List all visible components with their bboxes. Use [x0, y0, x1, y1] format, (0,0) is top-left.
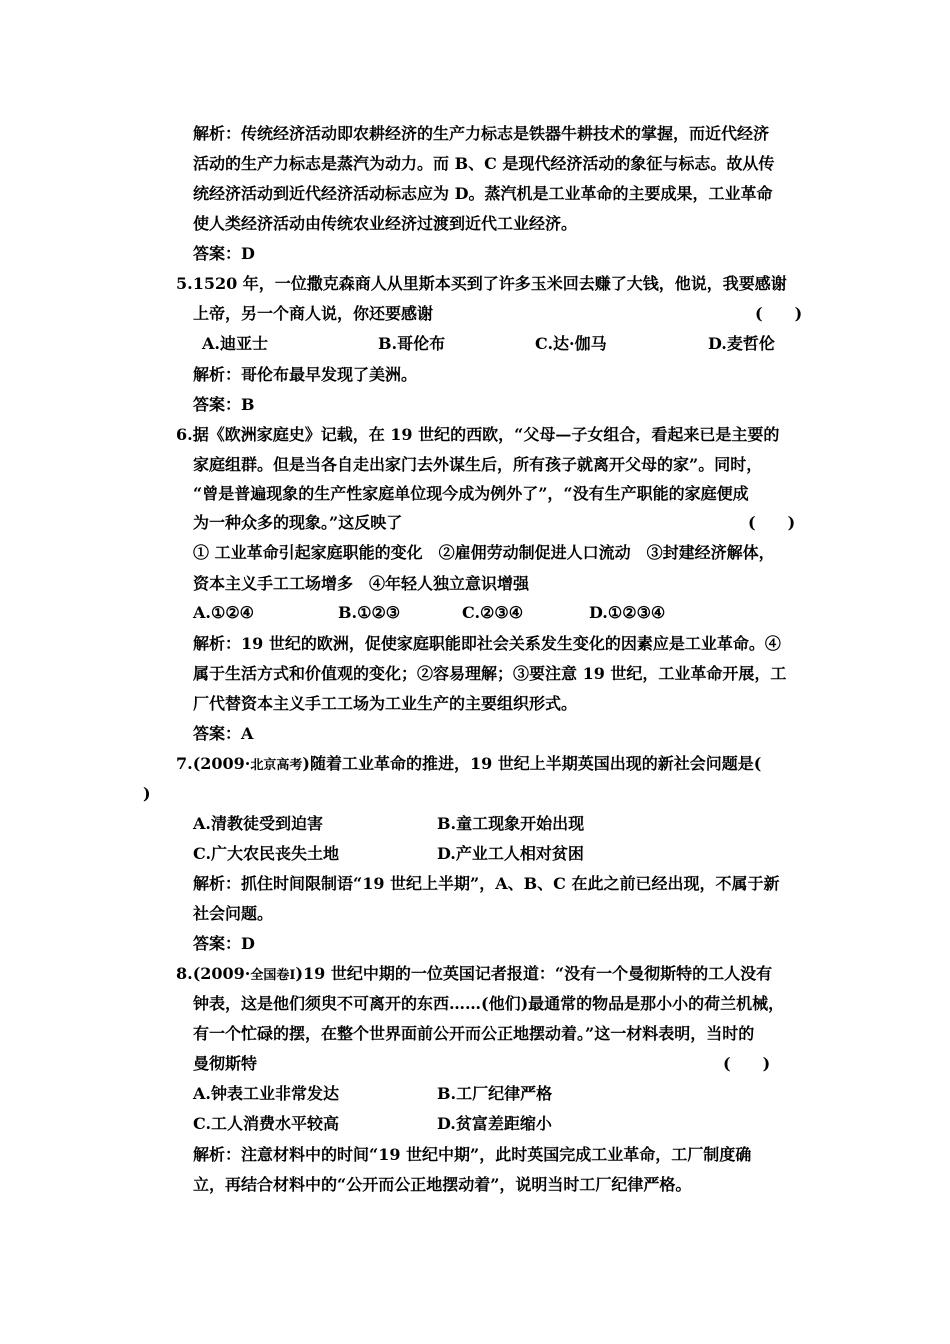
q5-option-d: D.麦哲伦	[708, 334, 775, 353]
q7-stem-close: )	[143, 784, 151, 803]
q7-source: 北京高考	[250, 758, 303, 773]
q6-option-c: C.②③④	[462, 603, 524, 622]
q6-answer: 答案：A	[193, 724, 254, 743]
q4-analysis-line-4: 使人类经济活动由传统农业经济过渡到近代工业经济。	[193, 214, 578, 233]
q5-stem-line-2: 上帝，另一个商人说，你还要感谢	[193, 304, 434, 323]
q7-option-d: D.产业工人相对贫困	[437, 844, 584, 863]
q6-analysis-line-1: 解析：19 世纪的欧洲，促使家庭职能即社会关系发生变化的因素应是工业革命。④	[193, 634, 781, 653]
q5-answer: 答案：B	[193, 395, 255, 414]
q7-analysis-line-1: 解析：抓住时间限制语“19 世纪上半期”，A、B、C 在此之前已经出现，不属于新	[193, 874, 780, 893]
q8-analysis-line-2: 立，再结合材料中的“公开而公正地摆动着”，说明当时工厂纪律严格。	[193, 1175, 692, 1194]
q6-items-line-1: ① 工业革命引起家庭职能的变化 ②雇佣劳动制促进人口流动 ③封建经济解体，	[193, 543, 775, 562]
q5-option-c: C.达·伽马	[535, 334, 607, 353]
q8-source: 全国卷Ⅰ	[250, 968, 296, 983]
q6-items-line-2: 资本主义手工工场增多 ④年轻人独立意识增强	[193, 574, 530, 593]
q4-analysis-line-3: 统经济活动到近代经济活动标志应为 D。蒸汽机是工业革命的主要成果，工业革命	[193, 184, 773, 203]
q8-stem-line-3: 有一个忙碌的摆，在整个世界面前公开而公正地摆动着。”这一材料表明，当时的	[193, 1024, 755, 1043]
q8-stem-line-4: 曼彻斯特	[193, 1054, 258, 1073]
q4-answer: 答案：D	[193, 244, 255, 263]
q7-option-a: A.清教徒受到迫害	[193, 814, 323, 833]
q5-answer-blank: ( )	[755, 304, 803, 323]
q6-stem-line-3: “曾是普遍现象的生产性家庭单位现今成为例外了”，“没有生产职能的家庭便成	[193, 484, 749, 503]
q7-answer: 答案：D	[193, 934, 255, 953]
q6-answer-blank: ( )	[748, 513, 796, 532]
q6-stem-line-4: 为一种众多的现象。”这反映了	[193, 513, 403, 532]
q5-stem-line-1: 5.1520 年，一位撒克森商人从里斯本买到了许多玉米回去赚了大钱，他说，我要感谢	[176, 274, 787, 293]
q6-analysis-line-3: 厂代替资本主义手工工场为工业生产的主要组织形式。	[193, 694, 578, 713]
q7-option-c: C.广大农民丧失土地	[193, 844, 340, 863]
q6-stem-line-2: 家庭组群。但是当各自走出家门去外谋生后，所有孩子就离开父母的家”。同时，	[193, 455, 763, 474]
q5-option-a: A.迪亚士	[202, 334, 268, 353]
q6-option-d: D.①②③④	[589, 603, 666, 622]
q8-option-b: B.工厂纪律严格	[437, 1084, 553, 1103]
q8-option-c: C.工人消费水平较高	[193, 1114, 340, 1133]
q8-analysis-line-1: 解析：注意材料中的时间“19 世纪中期”，此时英国完成工业革命，工厂制度确	[193, 1145, 752, 1164]
q5-option-b: B.哥伦布	[378, 334, 446, 353]
q4-analysis-line-2: 活动的生产力标志是蒸汽为动力。而 B、C 是现代经济活动的象征与标志。故从传	[193, 154, 775, 173]
q8-option-d: D.贫富差距缩小	[437, 1114, 552, 1133]
q8-option-a: A.钟表工业非常发达	[193, 1084, 339, 1103]
q5-analysis: 解析：哥伦布最早发现了美洲。	[193, 365, 418, 384]
q6-analysis-line-2: 属于生活方式和价值观的变化；②容易理解；③要注意 19 世纪，工业革命开展，工	[193, 664, 787, 683]
q8-stem-line-2: 钟表，这是他们须臾不可离开的东西……(他们)最通常的物品是那小小的荷兰机械，	[193, 994, 785, 1013]
q7-option-b: B.童工现象开始出现	[437, 814, 585, 833]
q6-option-a: A.①②④	[193, 603, 255, 622]
q8-stem-line-1: 8.(2009·全国卷Ⅰ)19 世纪中期的一位英国记者报道：“没有一个曼彻斯特的工人没有	[176, 964, 773, 983]
q6-stem-line-1: 6.据《欧洲家庭史》记载，在 19 世纪的西欧，“父母—子女组合，看起来已是主要的	[176, 425, 780, 444]
q6-option-b: B.①②③	[338, 603, 401, 622]
q7-stem-line-1: 7.(2009·北京高考)随着工业革命的推进，19 世纪上半期英国出现的新社会问题是(	[176, 754, 762, 773]
q8-answer-blank: ( )	[723, 1054, 771, 1073]
q4-analysis-line-1: 解析：传统经济活动即农耕经济的生产力标志是铁器牛耕技术的掌握，而近代经济	[193, 124, 770, 143]
q7-analysis-line-2: 社会问题。	[193, 904, 274, 923]
